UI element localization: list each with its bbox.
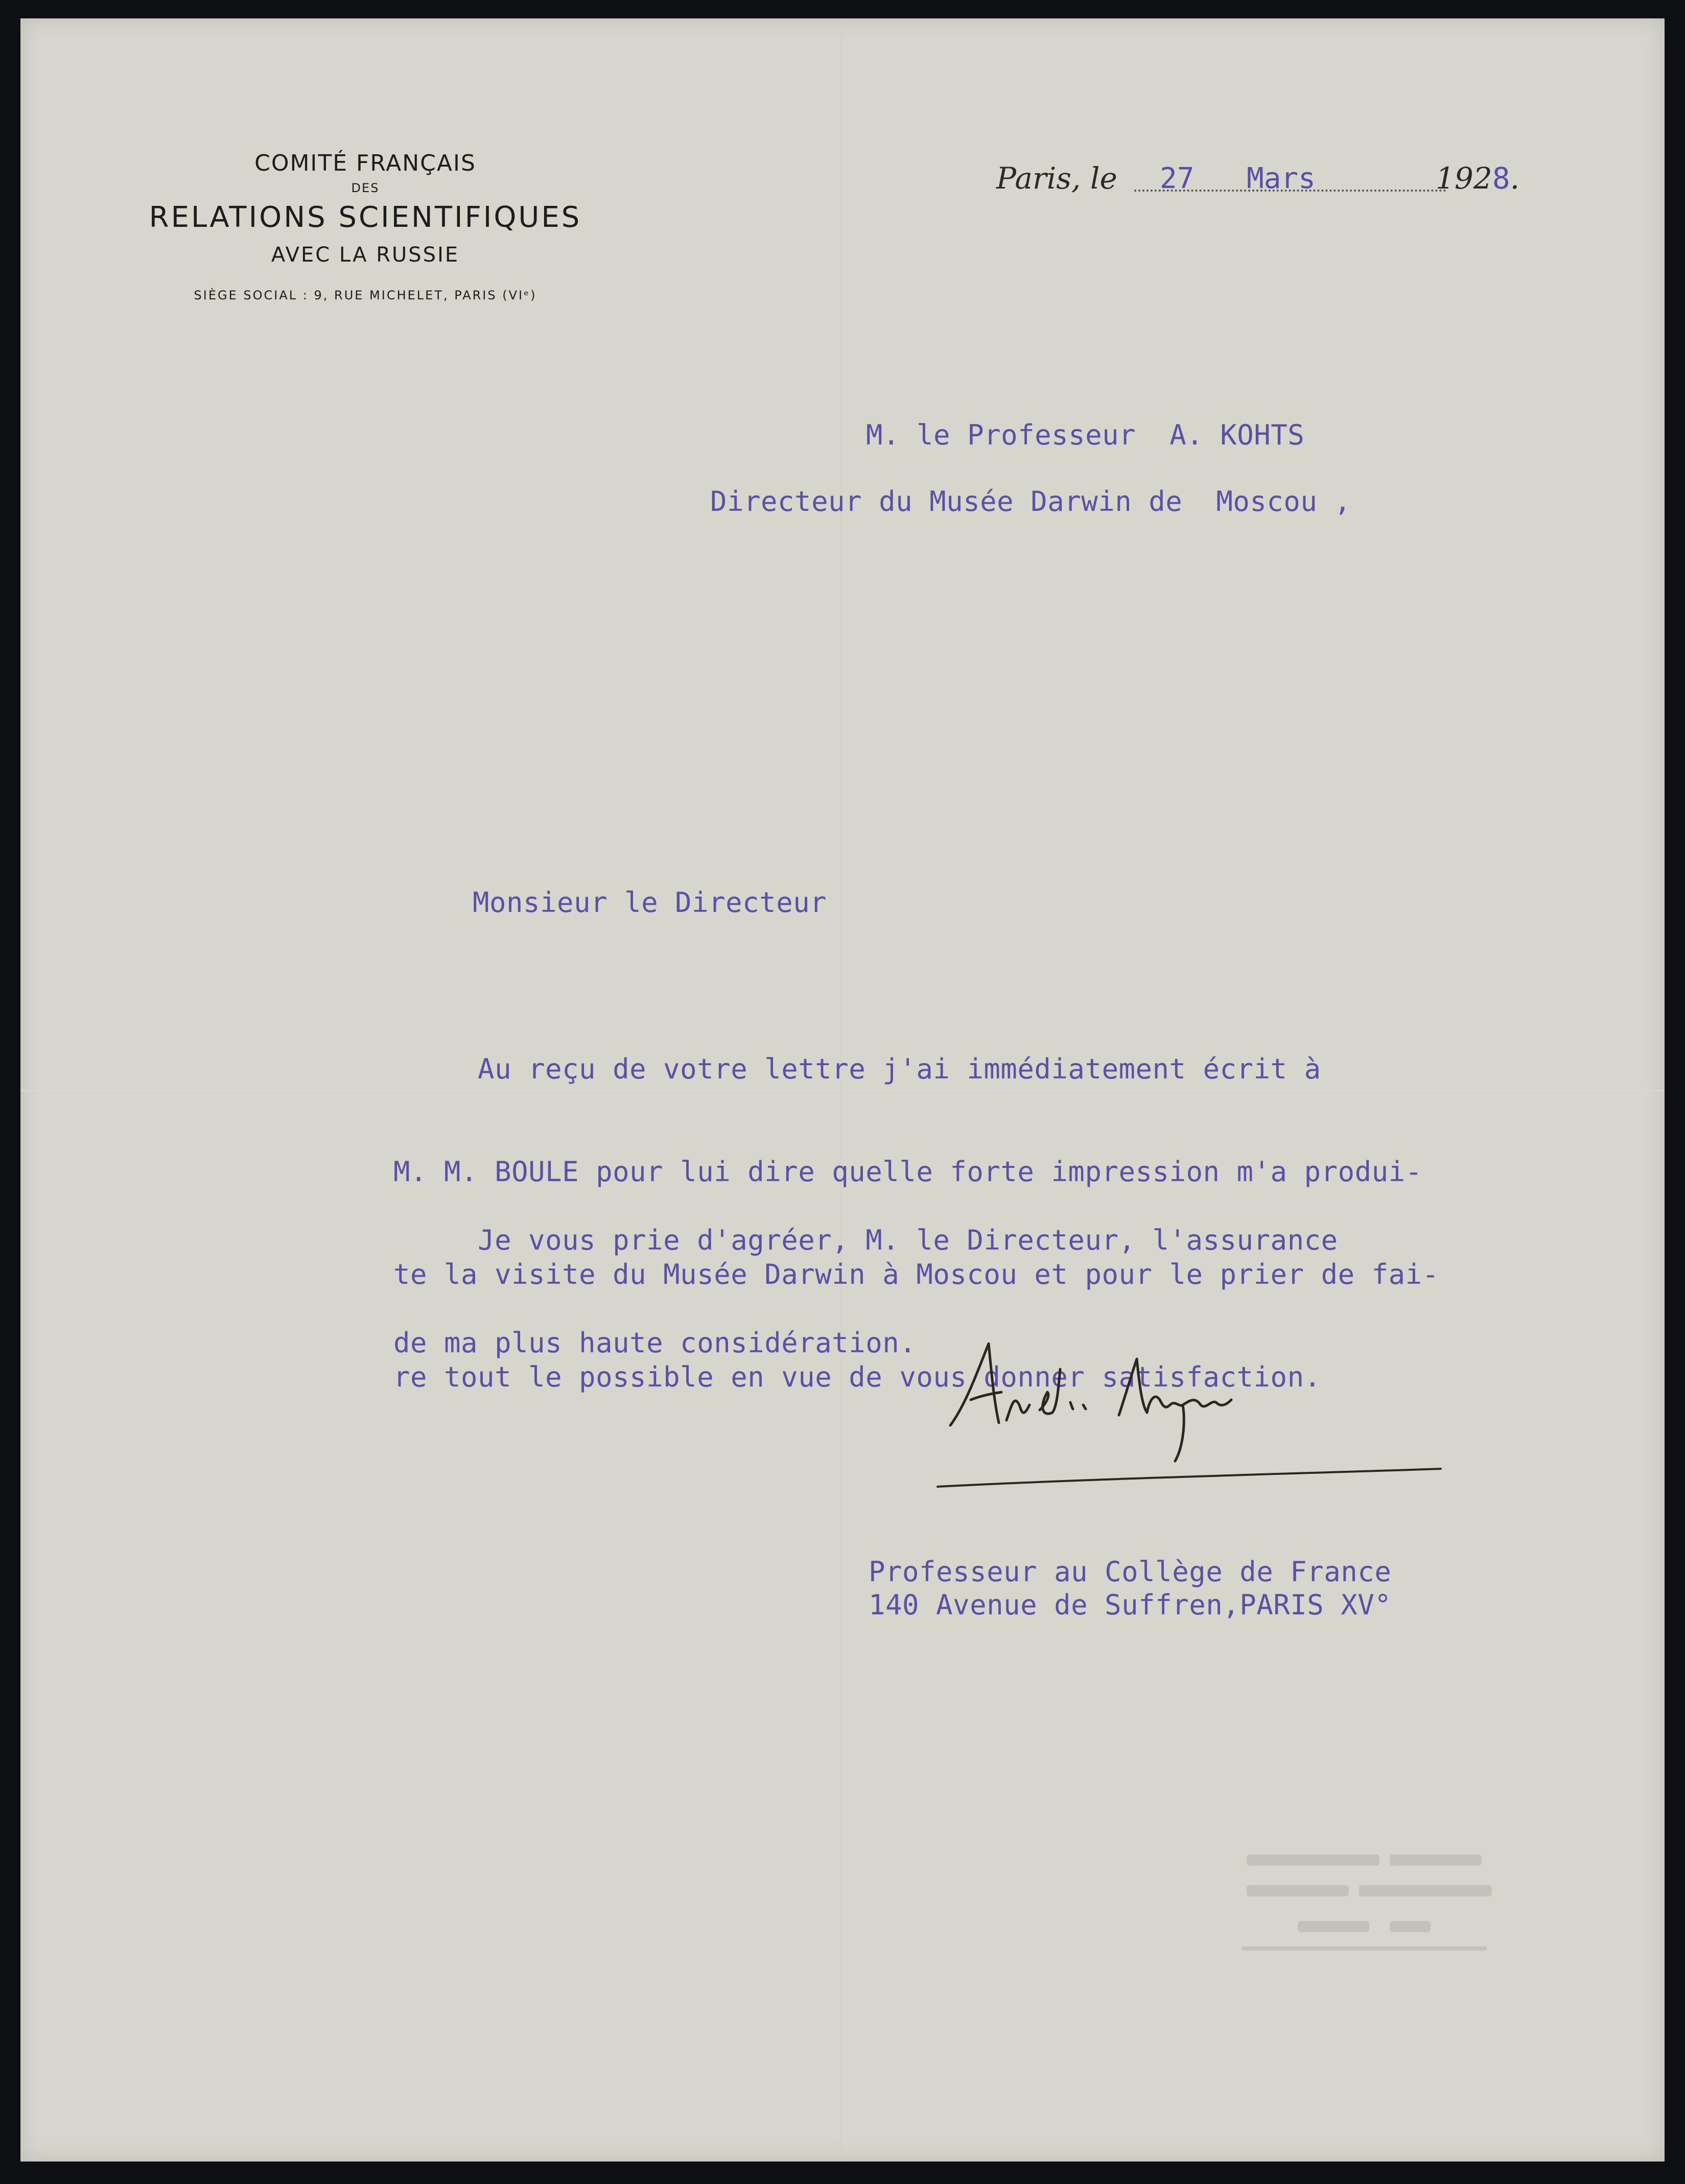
closing-line: Je vous prie d'agréer, M. le Directeur, l'assurance [393,1224,1338,1256]
date-end: . [1510,161,1520,196]
letterhead-committee: COMITÉ FRANÇAIS [254,150,476,176]
closing-line: de ma plus haute considération. [393,1327,917,1359]
recipient-name: M. le Professeur A. KOHTS [866,419,1305,451]
date-day: 27 [1160,162,1195,195]
date-year-prefix: 192 [1436,161,1492,196]
salutation: Monsieur le Directeur [473,886,827,919]
recipient-title: Directeur du Musée Darwin de Moscou , [710,485,1351,518]
sender-title: Professeur au Collège de France [869,1556,1392,1588]
date-line [976,161,1594,202]
letterhead-des: DES [351,181,380,195]
date-month: Mars [1247,162,1316,195]
letterhead-address: SIÈGE SOCIAL : 9, RUE MICHELET, PARIS (VIᵉ) [194,288,537,302]
body-line: te la visite du Musée Darwin à Moscou et pour le prier de fai- [393,1258,1439,1290]
date-year-suffix: 8 [1492,161,1510,196]
body-line: M. M. BOULE pour lui dire quelle forte impression m'a produi- [393,1156,1422,1188]
faint-archive-stamp [1236,1844,1512,1977]
handwritten-signature [930,1328,1466,1502]
body-line: Au reçu de votre lettre j'ai immédiatement écrit à [393,1053,1321,1085]
date-place: Paris, le [996,161,1117,196]
sender-address: 140 Avenue de Suffren,PARIS XV° [869,1589,1392,1621]
date-year [1436,161,1519,196]
body-line: re tout le possible en vue de vous donner satisfaction. [393,1361,1321,1393]
letterhead-russie: AVEC LA RUSSIE [271,243,460,267]
letterhead [82,148,649,306]
letterhead-relations: RELATIONS SCIENTIFIQUES [149,201,582,234]
